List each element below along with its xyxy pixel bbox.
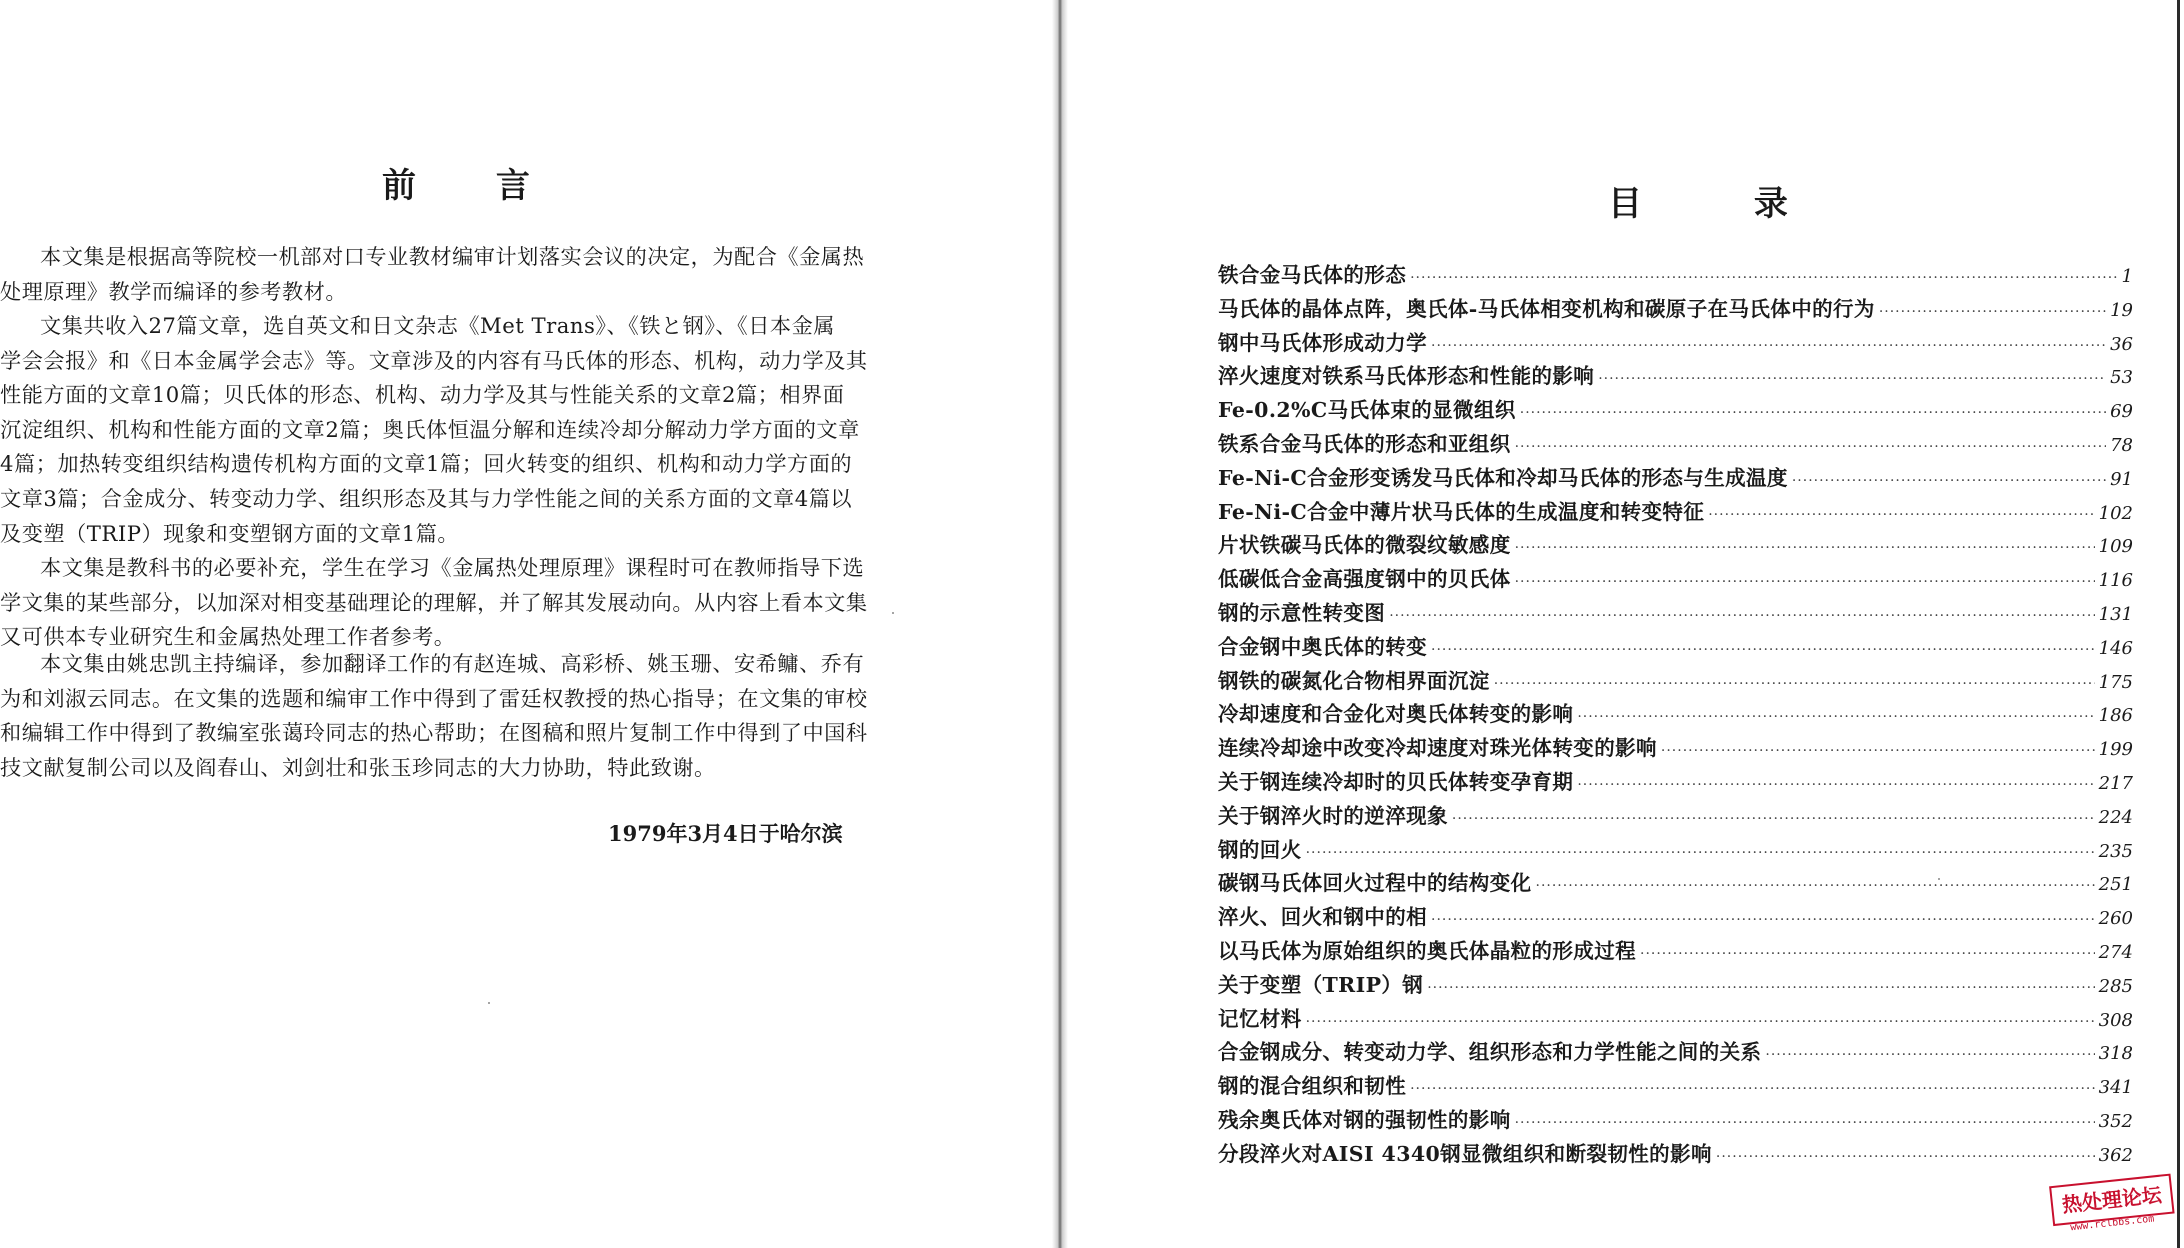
toc-entry-title: 铁合金马氏体的形态 <box>1218 263 1407 287</box>
toc-entry-page: 362 <box>2098 1144 2133 1166</box>
toc-entry-page: 341 <box>2098 1077 2133 1099</box>
toc-entry <box>1218 731 2133 765</box>
toc-entry <box>1218 765 2133 799</box>
toc-entry <box>1218 258 2133 292</box>
toc-leader-dots <box>1792 473 2106 489</box>
toc-entry-page: 131 <box>2098 603 2133 625</box>
toc-leader-dots <box>1661 743 2095 759</box>
toc-entry-title: 钢中马氏体形成动力学 <box>1218 330 1427 355</box>
toc-entry <box>1218 596 2133 630</box>
toc-entry-title: 关于变塑（TRIP）钢 <box>1218 972 1424 997</box>
preface-paragraph: 本文集由姚忠凯主持编译，参加翻译工作的有赵连城、高彩桥、姚玉珊、安希鳙、乔有 为和刘淑云同志。在文集的选题和编审工作中得到了雷廷权教授的热心指导；在文集的审校 和编辑工作中得到了教编室张蔼玲同志的热心帮助；在图稿和照片复制工作中得到了中国科 技文献复制公司以及阎春山、刘剑壮和张玉珍同志的大力协助，特此致谢。 <box>0 651 868 780</box>
toc-leader-dots <box>1306 1014 2095 1030</box>
toc-leader-dots <box>1431 642 2095 658</box>
toc-entry-page: 19 <box>2110 299 2133 321</box>
toc-entry <box>1218 630 2133 664</box>
toc-entry-page: 91 <box>2110 468 2133 490</box>
preface-paragraph: 本文集是教科书的必要补充，学生在学习《金属热处理原理》课程时可在教师指导下选 学文集的某些部分，以加深对相变基础理论的理解，并了解其发展动向。从内容上看本文集 又可供本专业研究生和金属热处理工作者参考。 <box>0 555 868 650</box>
toc-entry-page: 199 <box>2098 739 2133 761</box>
watermark-text: 热处理论坛 <box>2049 1174 2175 1227</box>
toc-entry-page: 251 <box>2098 874 2133 896</box>
toc-entry <box>1218 326 2133 360</box>
toc-entry-title: 合金钢成分、转变动力学、组织形态和力学性能之间的关系 <box>1218 1040 1762 1065</box>
toc-leader-dots <box>1716 1149 2095 1165</box>
toc-entry-page: 146 <box>2098 637 2133 659</box>
toc-entry-title: 连续冷却途中改变冷却速度对珠光体转变的影响 <box>1218 736 1657 761</box>
toc-leader-dots <box>1431 912 2095 928</box>
toc-leader-dots <box>1431 338 2106 354</box>
toc-entry-title: 关于钢淬火时的逆淬现象 <box>1218 803 1448 828</box>
toc-entry-page: 69 <box>2110 401 2133 423</box>
toc-leader-dots <box>1515 1115 2095 1131</box>
toc-entry <box>1218 968 2133 1002</box>
toc-entry-page: 36 <box>2110 333 2133 355</box>
toc-entry <box>1218 359 2133 393</box>
toc-entry <box>1218 393 2133 427</box>
toc-leader-dots <box>1515 540 2095 556</box>
toc-entry-title: 低碳低合金高强度钢中的贝氏体 <box>1218 567 1511 592</box>
toc-entry-title: Fe-Ni-C合金中薄片状马氏体的生成温度和转变特征 <box>1218 499 1705 524</box>
toc-leader-dots <box>1515 574 2095 590</box>
toc-entry-page: 186 <box>2098 705 2133 727</box>
toc-entry-page: 175 <box>2098 671 2133 693</box>
toc-entry-page: 308 <box>2098 1009 2133 1031</box>
toc-entry <box>1218 664 2133 698</box>
toc-entry-page: 274 <box>2098 941 2133 963</box>
toc-entry <box>1218 799 2133 833</box>
toc-entry-title: 钢的混合组织和韧性 <box>1218 1074 1407 1099</box>
toc-entry <box>1218 461 2133 495</box>
toc-page <box>1068 0 2184 1248</box>
toc-entry-title: 冷却速度和合金化对奥氏体转变的影响 <box>1218 702 1574 727</box>
toc-entry <box>1218 833 2133 867</box>
toc-leader-dots <box>1708 507 2094 523</box>
toc-entry-page: 116 <box>2098 570 2133 592</box>
toc-entry-page: 109 <box>2098 536 2133 558</box>
toc-entry <box>1218 934 2133 968</box>
toc-entry-title: 分段淬火对AISI 4340钢显微组织和断裂韧性的影响 <box>1218 1141 1712 1166</box>
toc-leader-dots <box>1410 1081 2095 1097</box>
scan-speck <box>892 612 894 614</box>
toc-leader-dots <box>1306 845 2095 861</box>
toc-title: 目 录 <box>1608 184 1838 224</box>
toc-entry-page: 260 <box>2098 908 2133 930</box>
toc-entry <box>1218 495 2133 529</box>
toc-entry <box>1218 697 2133 731</box>
toc-entry-title: 马氏体的晶体点阵，奥氏体-马氏体相变机构和碳原子在马氏体中的行为 <box>1218 296 1875 321</box>
toc-entry-title: 片状铁碳马氏体的微裂纹敏感度 <box>1218 533 1511 558</box>
page-edge <box>2177 0 2180 1248</box>
toc-entry-page: 224 <box>2098 806 2133 828</box>
toc-list <box>1218 258 2133 1171</box>
toc-entry-title: 铁系合金马氏体的形态和亚组织 <box>1218 431 1511 456</box>
toc-leader-dots <box>1427 980 2094 996</box>
preface-paragraph: 本文集是根据高等院校一机部对口专业教材编审计划落实会议的决定，为配合《金属热 处理原理》教学而编译的参考教材。 <box>0 244 865 304</box>
preface-signature-date: 1979年3月4日于哈尔滨 <box>608 821 843 846</box>
toc-leader-dots <box>1765 1047 2094 1063</box>
toc-entry-page: 53 <box>2110 367 2133 389</box>
toc-entry-page: 235 <box>2098 840 2133 862</box>
toc-leader-dots <box>1410 270 2117 286</box>
toc-entry-title: 碳钢马氏体回火过程中的结构变化 <box>1218 871 1532 896</box>
toc-entry-page: 318 <box>2098 1043 2133 1065</box>
toc-entry-title: 淬火、回火和钢中的相 <box>1218 905 1427 930</box>
toc-entry <box>1218 1103 2133 1137</box>
scan-speck <box>488 1002 490 1004</box>
toc-entry <box>1218 292 2133 326</box>
toc-entry <box>1218 866 2133 900</box>
toc-entry-title: 钢的示意性转变图 <box>1218 600 1386 625</box>
toc-entry-title: Fe-0.2%C马氏体束的显微组织 <box>1218 398 1516 423</box>
toc-entry-title: 钢铁的碳氮化合物相界面沉淀 <box>1218 668 1490 693</box>
toc-entry <box>1218 1002 2133 1036</box>
watermark-url: www.rclbbs.com <box>2069 1213 2155 1234</box>
toc-entry <box>1218 427 2133 461</box>
toc-entry-title: 以马氏体为原始组织的奥氏体晶粒的形成过程 <box>1218 938 1636 963</box>
toc-entry-title: Fe-Ni-C合金形变诱发马氏体和冷却马氏体的形态与生成温度 <box>1218 465 1788 490</box>
toc-entry <box>1218 1035 2133 1069</box>
toc-leader-dots <box>1494 676 2095 692</box>
toc-leader-dots <box>1515 439 2106 455</box>
toc-leader-dots <box>1577 709 2094 725</box>
watermark-stamp <box>2049 1174 2173 1248</box>
toc-entry-title: 残余奥氏体对钢的强韧性的影响 <box>1218 1107 1511 1132</box>
toc-entry <box>1218 562 2133 596</box>
toc-entry-page: 217 <box>2098 772 2133 794</box>
toc-entry-title: 合金钢中奥氏体的转变 <box>1218 634 1427 659</box>
toc-entry-page: 1 <box>2121 266 2133 287</box>
preface-paragraph: 文集共收入27篇文章，选自英文和日文杂志《Met Trans》、《铁と钢》、《日本金属 学会会报》和《日本金属学会志》等。文章涉及的内容有马氏体的形态、机构，动力学及其 性能方面的文章10篇；贝氏体的形态、机构、动力学及其与性能关系的文章2篇；相界面 沉淀组织、机构和性能方面的文章2篇；奥氏体恒温分解和连续冷却分解动力学方面的文章 4篇；加热转变组织结构遗传机构方面的文章1篇；回火转变的组织、机构和动力学方面的 文章3篇；合金成分、转变动力学、组织形态及其与力学性能之间的关系方面的文章4篇以 及变塑（TRIP）现象和变塑钢方面的文章1篇。 <box>0 313 868 546</box>
toc-entry-page: 102 <box>2098 502 2133 524</box>
toc-entry-page: 285 <box>2098 975 2133 997</box>
toc-entry-page: 78 <box>2110 434 2133 456</box>
toc-entry <box>1218 1069 2133 1103</box>
toc-entry-title: 关于钢连续冷却时的贝氏体转变孕育期 <box>1218 769 1574 794</box>
preface-title: 前 言 <box>382 166 564 206</box>
scan-speck <box>1938 878 1940 880</box>
book-gutter <box>1052 0 1068 1248</box>
toc-leader-dots <box>1520 405 2106 421</box>
toc-leader-dots <box>1879 304 2106 320</box>
toc-entry-title: 淬火速度对铁系马氏体形态和性能的影响 <box>1218 364 1595 389</box>
toc-leader-dots <box>1598 371 2106 387</box>
toc-leader-dots <box>1577 777 2094 793</box>
toc-entry <box>1218 528 2133 562</box>
toc-entry <box>1218 1137 2133 1171</box>
toc-leader-dots <box>1389 608 2094 624</box>
toc-leader-dots <box>1536 878 2095 894</box>
toc-leader-dots <box>1640 946 2095 962</box>
preface-page <box>0 0 1052 1248</box>
toc-leader-dots <box>1452 811 2095 827</box>
toc-entry-page: 352 <box>2098 1110 2133 1132</box>
toc-entry-title: 记忆材料 <box>1218 1006 1302 1031</box>
toc-entry <box>1218 900 2133 934</box>
toc-entry-title: 钢的回火 <box>1218 837 1302 862</box>
